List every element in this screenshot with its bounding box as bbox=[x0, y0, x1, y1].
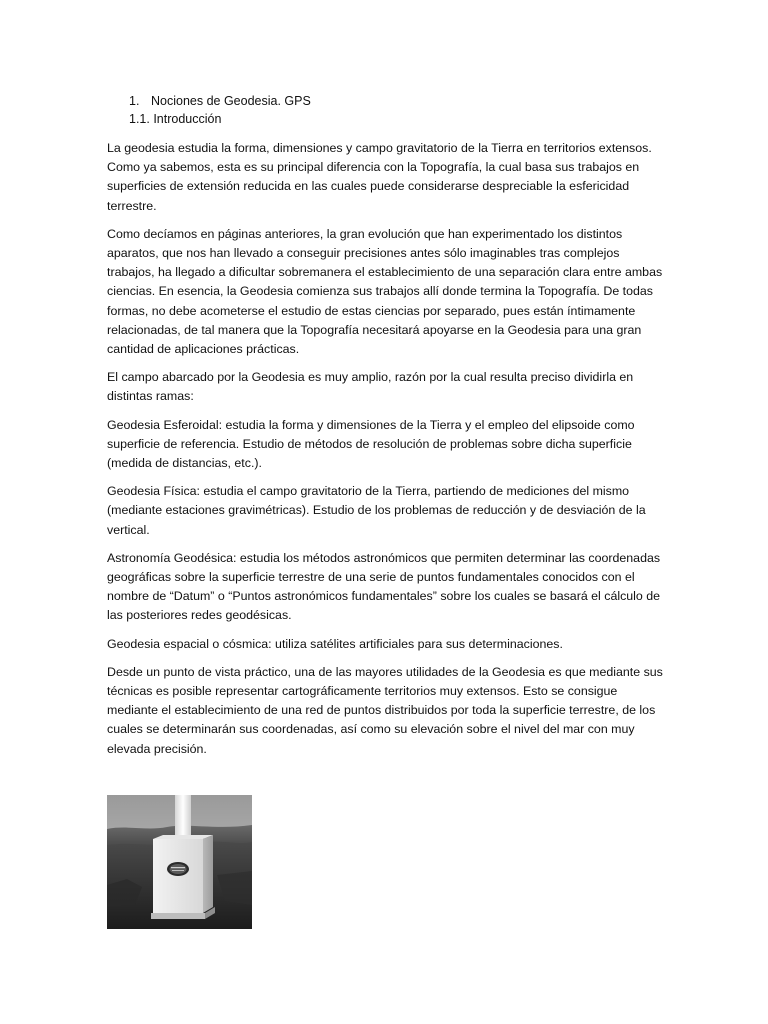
paragraph-branches: El campo abarcado por la Geodesia es muy amplio, razón por la cual resulta preciso dividirla en distintas ramas: bbox=[107, 370, 634, 404]
subsection-heading: 1.1. Introducción bbox=[129, 112, 222, 126]
geodesic-vertex-photo bbox=[107, 795, 252, 929]
paragraph-practical: Desde un punto de vista práctico, una de las mayores utilidades de la Geodesia es que mediante sus técnicas es posible representar cartográficamente territorios muy extensos. Esto se consigue mediante el establecimiento de una red de puntos distribuidos por toda la superficie terrestre, de los cuales se determinarán sus coordenadas, así como su elevación sobre el nivel del mar con muy elevada precisión. bbox=[107, 664, 663, 756]
pillar-column bbox=[175, 795, 191, 839]
document-page bbox=[107, 92, 663, 768]
section-title: Nociones de Geodesia. GPS bbox=[151, 94, 311, 108]
paragraph-physical: Geodesia Física: estudia el campo gravitatorio de la Tierra, partiendo de mediciones del mismo (mediante estaciones gravimétricas). Estudio de los problemas de reducción y de desviación de la vertical. bbox=[107, 484, 646, 537]
paragraph-evolution: Como decíamos en páginas anteriores, la gran evolución que han experimentado los distintos aparatos, que nos han llevado a conseguir precisiones antes sólo imaginables tras complejos trabajos, ha llegado a dificultar sobremanera el establecimiento de una separación clara entre ambas ciencias. En esencia, la Geodesia comienza sus trabajos allí donde termina la Topografía. De todas formas, no debe acometerse el estudio de estas ciencias por separado, pues están íntimamente relacionadas, de tal manera que la Topografía necesitará apoyarse en la Geodesia para una gran cantidad de aplicaciones prácticas. bbox=[107, 226, 663, 357]
paragraph-spatial: Geodesia espacial o cósmica: utiliza satélites artificiales para sus determinaciones. bbox=[107, 636, 563, 651]
paragraph-astronomy: Astronomía Geodésica: estudia los métodos astronómicos que permiten determinar las coordenadas geográficas sobre la superficie terrestre de una serie de puntos fundamentales conocidos con el nombre de “Datum” o “Puntos astronómicos fundamentales” sobre los cuales se basará el cálculo de las posteriores redes geodésicas. bbox=[107, 550, 661, 623]
photo-illustration bbox=[107, 795, 252, 929]
section-number: 1. bbox=[129, 94, 140, 108]
paragraph-intro: La geodesia estudia la forma, dimensiones y campo gravitatorio de la Tierra en territorios extensos. Como ya sabemos, esta es su principal diferencia con la Topografía, la cual basa sus trabajos en superficies de extensión reducida en las cuales puede considerarse despreciable la esfericidad terrestre. bbox=[107, 141, 652, 213]
section-heading bbox=[107, 92, 663, 110]
paragraph-spheroidal: Geodesia Esferoidal: estudia la forma y dimensiones de la Tierra y el empleo del elipsoide como superficie de referencia. Estudio de métodos de resolución de problemas sobre dicha superficie (medida de distancias, etc.). bbox=[107, 417, 635, 471]
